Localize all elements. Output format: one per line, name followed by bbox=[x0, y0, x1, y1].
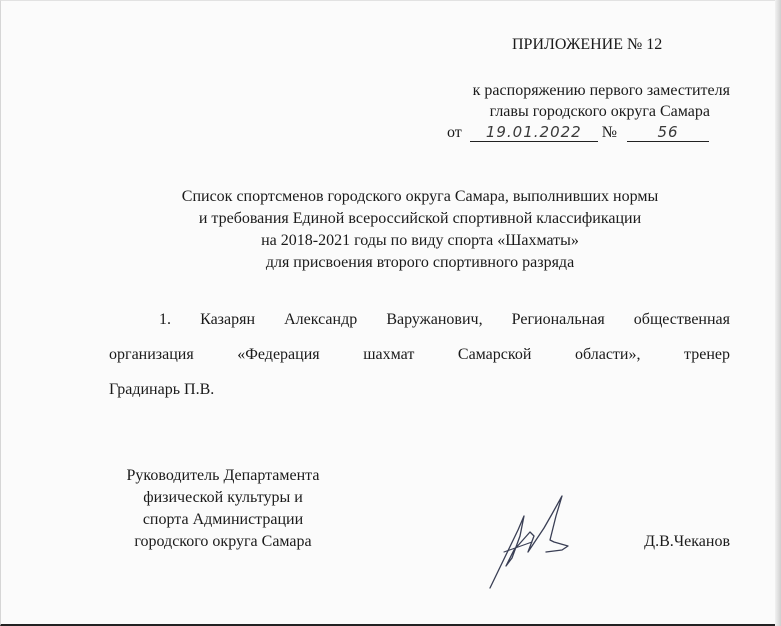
position-line: физической культуры и bbox=[143, 489, 303, 506]
order-reference-line1: к распоряжению первого заместителя bbox=[472, 82, 730, 99]
appendix-label: ПРИЛОЖЕНИЕ № 12 bbox=[512, 36, 663, 53]
number-prefix: № bbox=[601, 124, 618, 141]
title-line: для присвоения второго спортивного разряда bbox=[265, 254, 575, 271]
document-title bbox=[80, 186, 760, 274]
handwritten-date: 19.01.2022 bbox=[470, 124, 598, 142]
title-line: Список спортсменов городского округа Самара, выполнивших нормы bbox=[181, 188, 659, 205]
position-line: Руководитель Департамента bbox=[126, 467, 320, 484]
athlete-list bbox=[109, 302, 730, 407]
signatory-name: Д.В.Чеканов bbox=[644, 533, 730, 550]
date-prefix: от bbox=[447, 124, 462, 141]
handwritten-signature bbox=[484, 492, 580, 592]
order-date-number bbox=[447, 122, 709, 144]
list-item-line: организация «Федерация шахмат Самарской области», тренер bbox=[109, 346, 730, 363]
handwritten-number: 56 bbox=[627, 124, 709, 142]
position-line: городского округа Самара bbox=[134, 533, 312, 550]
list-item-line: 1. Казарян Александр Варужанович, Региональная общественная bbox=[159, 311, 730, 328]
title-line: и требования Единой всероссийской спортивной классификации bbox=[198, 210, 642, 227]
title-line: на 2018-2021 годы по виду спорта «Шахматы» bbox=[261, 232, 579, 249]
position-line: спорта Администрации bbox=[142, 511, 304, 528]
signatory-position bbox=[108, 465, 338, 553]
order-reference-line2: главы городского округа Самара bbox=[489, 103, 710, 120]
list-item-line: Градинарь П.В. bbox=[109, 381, 215, 398]
page-edge bbox=[775, 0, 781, 626]
